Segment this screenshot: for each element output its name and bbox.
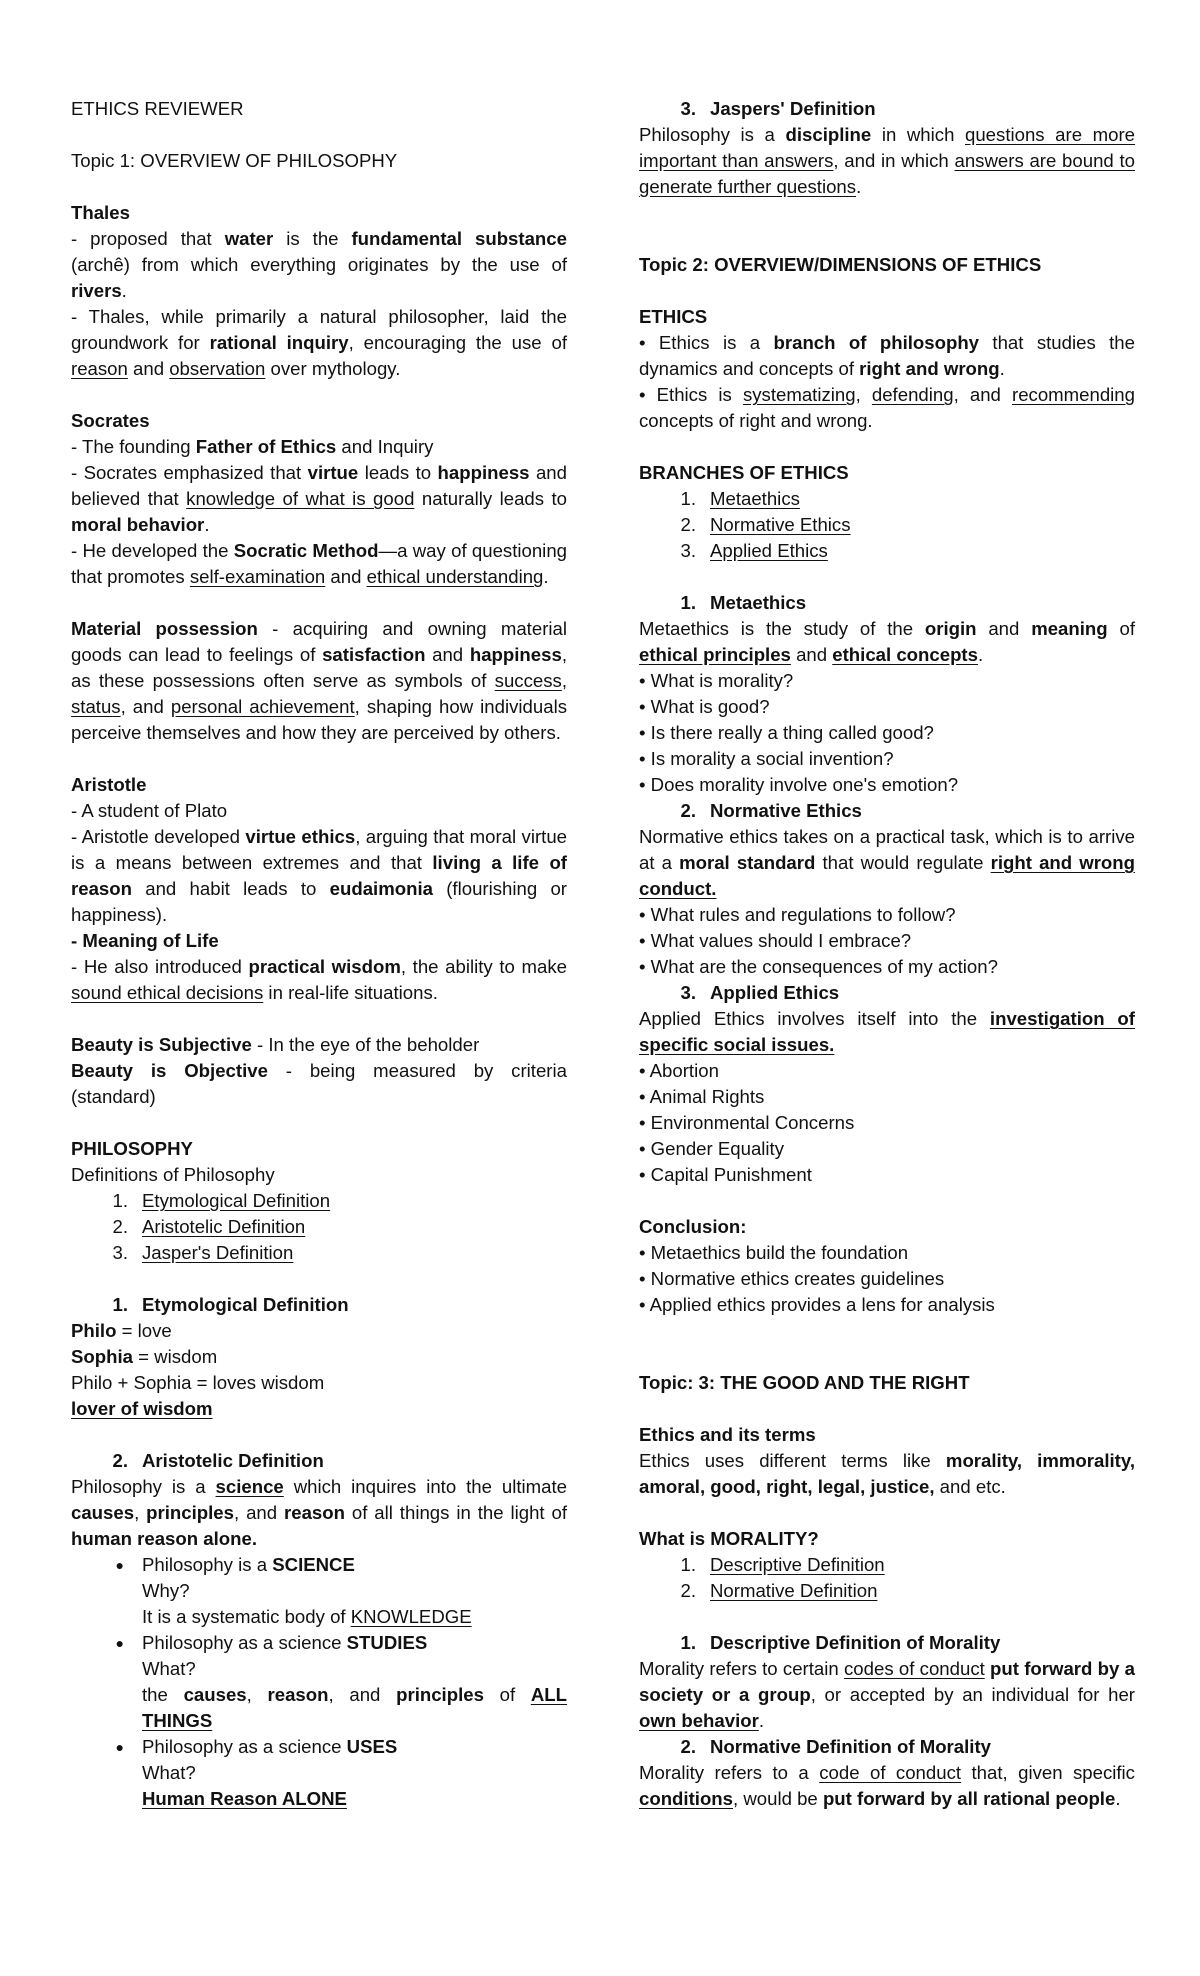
morality-list <box>639 1552 1135 1604</box>
terms-paragraph: Ethics uses different terms like morality, immorality, amoral, good, right, legal, justice, and etc. <box>639 1450 1135 1497</box>
list-item: • Does morality involve one's emotion? <box>639 774 959 795</box>
aristotle-paragraph-1: - A student of Plato <box>71 800 228 821</box>
jaspers-heading: 3. Jaspers' Definition <box>680 98 876 119</box>
list-item: • Applied ethics provides a lens for analysis <box>639 1294 995 1315</box>
normative-definition-heading: 2. Normative Definition of Morality <box>680 1736 991 1757</box>
philo-line: Philo = love <box>71 1320 172 1341</box>
conclusion-heading: Conclusion: <box>639 1216 747 1237</box>
list-item: • Capital Punishment <box>639 1164 812 1185</box>
aristotelic-paragraph: Philosophy is a science which inquires into the ultimate causes, principles, and reason of all things in the light of human reason alone. <box>71 1476 567 1549</box>
bullet-what: What? <box>142 1658 196 1679</box>
normative-paragraph: Normative ethics takes on a practical task, which is to arrive at a moral standard that would regulate right and wrong conduct. <box>639 826 1136 899</box>
bullet-answer: Human Reason ALONE <box>142 1788 347 1809</box>
bullet-why: Why? <box>142 1580 190 1601</box>
list-item: 3. Jasper's Definition <box>112 1242 294 1263</box>
list-item: • Normative ethics creates guidelines <box>639 1268 945 1289</box>
descriptive-paragraph: Morality refers to certain codes of conduct put forward by a society or a group, or accepted by an individual for her own behavior. <box>639 1658 1135 1731</box>
thales-paragraph-2: - Thales, while primarily a natural philosopher, laid the groundwork for rational inquiry, encouraging the use of reason and observation over mythology. <box>71 306 567 379</box>
ethics-bullet-2: • Ethics is systematizing, defending, and recommending concepts of right and wrong. <box>639 384 1135 431</box>
list-item: 3. Applied Ethics <box>680 540 828 561</box>
aristotle-paragraph-4: - He also introduced practical wisdom, the ability to make sound ethical decisions in real-life situations. <box>71 956 567 1003</box>
lover-of-wisdom: lover of wisdom <box>71 1398 213 1419</box>
list-item: 2. Normative Definition <box>680 1580 878 1601</box>
right-column <box>639 96 1135 1812</box>
philo-sophia-line: Philo + Sophia = loves wisdom <box>71 1372 325 1393</box>
socrates-paragraph-3: - He developed the Socratic Method—a way of questioning that promotes self-examination and ethical understanding. <box>71 540 567 587</box>
topic-3-heading: Topic: 3: THE GOOD AND THE RIGHT <box>639 1372 970 1393</box>
document-title: ETHICS REVIEWER <box>71 98 244 119</box>
philosophy-definitions-list <box>71 1188 567 1266</box>
list-item: • What is good? <box>639 696 770 717</box>
list-item: • What are the consequences of my action? <box>639 956 998 977</box>
normative-heading: 2. Normative Ethics <box>680 800 862 821</box>
thales-heading: Thales <box>71 202 130 223</box>
list-item: 2. Normative Ethics <box>680 514 851 535</box>
list-item: • What is morality? <box>639 670 794 691</box>
applied-heading: 3. Applied Ethics <box>680 982 840 1003</box>
philosophy-heading: PHILOSOPHY <box>71 1138 193 1159</box>
bullet-item: ● Philosophy is a SCIENCE <box>115 1554 355 1575</box>
list-item: • Is there really a thing called good? <box>639 722 934 743</box>
etymological-heading: 1. Etymological Definition <box>112 1294 349 1315</box>
thales-paragraph-1: - proposed that water is the fundamental substance (archê) from which everything originates by the use of rivers. <box>71 228 567 301</box>
list-item: 2. Aristotelic Definition <box>112 1216 306 1237</box>
socrates-paragraph-2: - Socrates emphasized that virtue leads to happiness and believed that knowledge of what is good naturally leads to moral behavior. <box>71 462 568 535</box>
branches-list <box>639 486 1135 564</box>
topic-1-heading: Topic 1: OVERVIEW OF PHILOSOPHY <box>71 150 398 171</box>
jaspers-paragraph: Philosophy is a discipline in which questions are more important than answers, and in which answers are bound to generate further questions. <box>639 124 1135 197</box>
socrates-paragraph-1: - The founding Father of Ethics and Inquiry <box>71 436 434 457</box>
beauty-objective: Beauty is Objective - being measured by criteria (standard) <box>71 1060 567 1107</box>
branches-heading: BRANCHES OF ETHICS <box>639 462 849 483</box>
list-item: • Abortion <box>639 1060 719 1081</box>
list-item: 1. Metaethics <box>680 488 800 509</box>
ethics-bullet-1: • Ethics is a branch of philosophy that studies the dynamics and concepts of right and wrong. <box>639 332 1135 379</box>
socrates-heading: Socrates <box>71 410 150 431</box>
aristotle-paragraph-3: - Meaning of Life <box>71 930 219 951</box>
aristotle-heading: Aristotle <box>71 774 147 795</box>
aristotelic-heading: 2. Aristotelic Definition <box>112 1450 324 1471</box>
list-item: 1. Descriptive Definition <box>680 1554 885 1575</box>
left-column <box>71 96 567 1812</box>
list-item: • Animal Rights <box>639 1086 765 1107</box>
ethics-heading: ETHICS <box>639 306 708 327</box>
bullet-what: What? <box>142 1762 196 1783</box>
list-item: 1. Etymological Definition <box>112 1190 331 1211</box>
list-item: • What values should I embrace? <box>639 930 912 951</box>
bullet-item: ● Philosophy as a science STUDIES <box>115 1632 428 1653</box>
descriptive-heading: 1. Descriptive Definition of Morality <box>680 1632 1001 1653</box>
topic-2-heading: Topic 2: OVERVIEW/DIMENSIONS OF ETHICS <box>639 254 1042 275</box>
bullet-answer: the causes, reason, and principles of ALL THINGS <box>142 1684 568 1731</box>
material-possession-paragraph: Material possession - acquiring and owning material goods can lead to feelings of satisfaction and happiness, as these possessions often serve as symbols of success, status, and personal achievement, shaping how individuals perceive themselves and how they are perceived by others. <box>71 618 568 743</box>
list-item: • Metaethics build the foundation <box>639 1242 909 1263</box>
morality-heading: What is MORALITY? <box>639 1528 819 1549</box>
list-item: • Environmental Concerns <box>639 1112 855 1133</box>
sophia-line: Sophia = wisdom <box>71 1346 218 1367</box>
bullet-item: ● Philosophy as a science USES <box>115 1736 398 1757</box>
list-item: • Is morality a social invention? <box>639 748 894 769</box>
beauty-subjective: Beauty is Subjective - In the eye of the beholder <box>71 1034 480 1055</box>
applied-paragraph: Applied Ethics involves itself into the investigation of specific social issues. <box>639 1008 1135 1055</box>
metaethics-paragraph: Metaethics is the study of the origin and meaning of ethical principles and ethical concepts. <box>639 618 1135 665</box>
terms-heading: Ethics and its terms <box>639 1424 816 1445</box>
philosophy-subheading: Definitions of Philosophy <box>71 1164 275 1185</box>
list-item: • Gender Equality <box>639 1138 785 1159</box>
list-item: • What rules and regulations to follow? <box>639 904 956 925</box>
aristotle-paragraph-2: - Aristotle developed virtue ethics, arguing that moral virtue is a means between extremes and that living a life of reason and habit leads to eudaimonia (flourishing or happiness). <box>71 826 567 925</box>
bullet-answer: It is a systematic body of KNOWLEDGE <box>142 1606 472 1627</box>
metaethics-heading: 1. Metaethics <box>680 592 807 613</box>
normative-definition-paragraph: Morality refers to a code of conduct that, given specific conditions, would be put forward by all rational people. <box>639 1762 1135 1809</box>
